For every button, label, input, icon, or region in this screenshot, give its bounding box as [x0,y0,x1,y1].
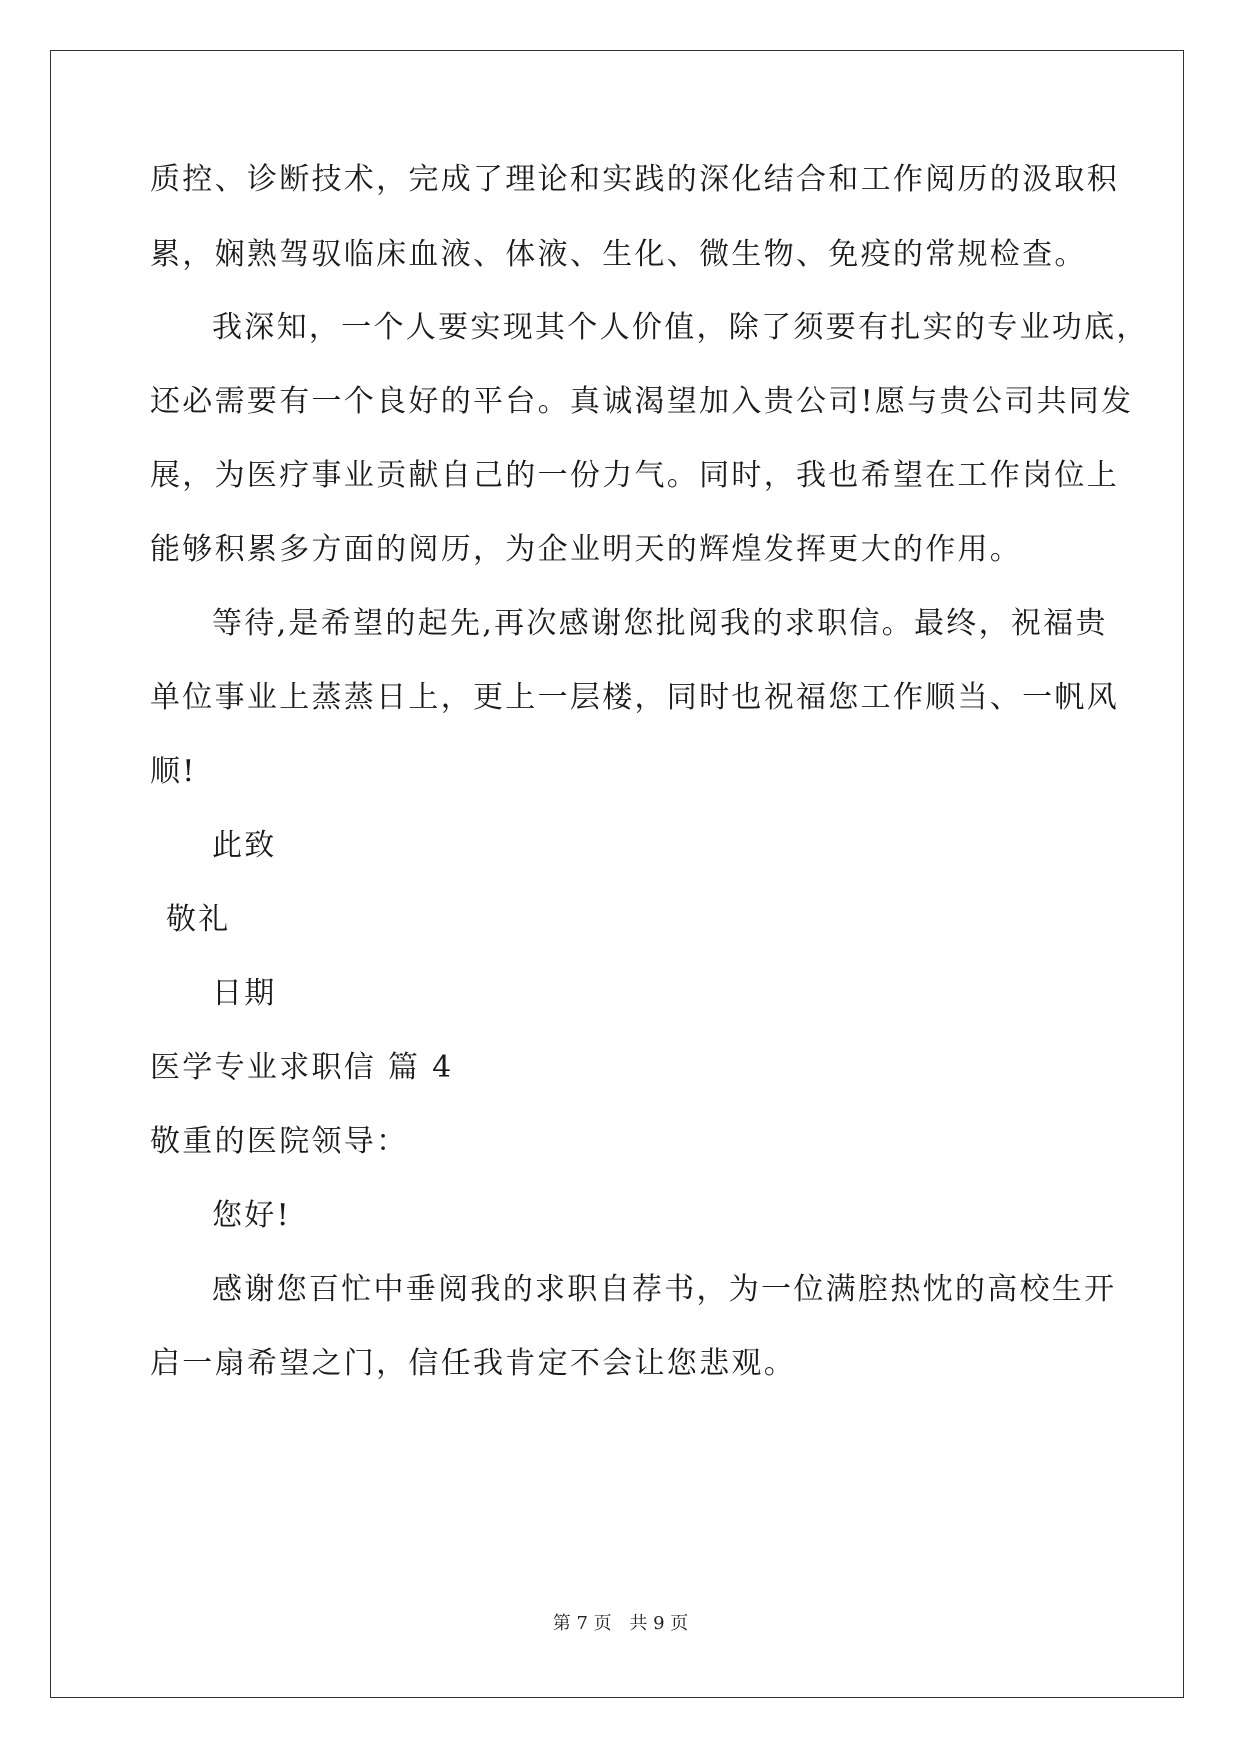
text-line: 顺! [150,754,197,789]
page-number-total: 共 9 页 [629,1613,689,1634]
text-line: 展，为医疗事业贡献自己的一份力气。同时，我也希望在工作岗位上 [150,458,1119,493]
letter-greeting: 敬重的医院领导： [150,1124,409,1159]
text-line: 还必需要有一个良好的平台。真诚渴望加入贵公司!愿与贵公司共同发 [150,384,1134,419]
letter-hello: 您好! [212,1198,291,1233]
page-number-current: 第 7 页 [552,1613,612,1634]
paragraph-start: 我深知，一个人要实现其个人价值，除了须要有扎实的专业功底， [212,310,1149,345]
text-line: 累，娴熟驾驭临床血液、体液、生化、微生物、免疫的常规检查。 [150,237,1087,272]
closing-regards: 敬礼 [166,902,231,937]
paragraph-start: 等待,是希望的起先,再次感谢您批阅我的求职信。最终，祝福贵 [212,606,1108,641]
text-line: 单位事业上蒸蒸日上，更上一层楼，同时也祝福您工作顺当、一帆风 [150,680,1119,715]
closing-salutation: 此致 [212,828,277,863]
text-line: 启一扇希望之门，信任我肯定不会让您悲观。 [150,1346,796,1381]
date-label: 日期 [212,976,277,1011]
page-footer [0,1612,1241,1636]
page-frame [50,50,1184,1698]
text-line: 质控、诊断技术，完成了理论和实践的深化结合和工作阅历的汲取积 [150,162,1119,197]
paragraph-start: 感谢您百忙中垂阅我的求职自荐书，为一位满腔热忱的高校生开 [212,1272,1117,1307]
section-heading: 医学专业求职信 篇 4 [150,1050,454,1085]
text-line: 能够积累多方面的阅历，为企业明天的辉煌发挥更大的作用。 [150,532,1023,567]
